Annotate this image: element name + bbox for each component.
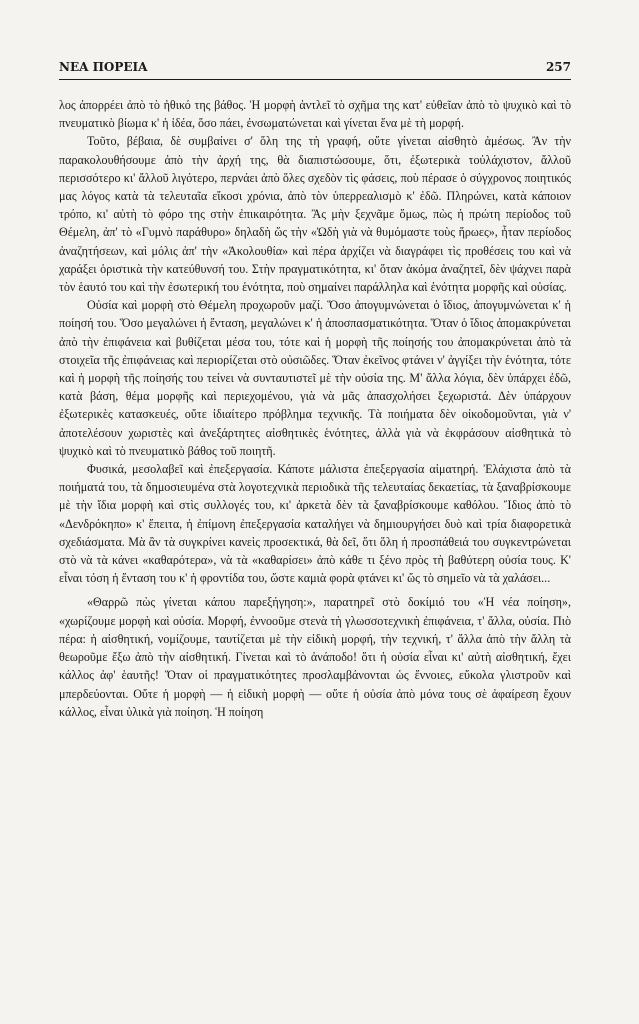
paragraph: λος ἀπορρέει ἀπὸ τὸ ἠθικό της βάθος. Ἡ μορφὴ ἀντλεῖ τὸ σχῆμα της κατ' εὐθεῖαν ἀπὸ τὸ ψυχικὸ καὶ τὸ πνευματικὸ βίωμα κ' ἡ ἰδέα, ὅσο πάει, ἐνσωματώνεται καὶ γίνεται ἕνα μὲ τὴ μορφή.: [59, 98, 571, 131]
journal-title: ΝΕΑ ΠΟΡΕΙΑ: [59, 60, 148, 74]
header-rule: [59, 79, 571, 80]
paragraph: Τοῦτο, βέβαια, δὲ συμβαίνει σ' ὅλη της τὴ γραφή, οὔτε γίνεται αἰσθητὸ ἀμέσως. Ἂν τὴν παρακολουθήσουμε ἀπὸ τὴν ἀρχή της, θὰ διαπιστώσουμε, ὅτι, ἐξωτερικὰ τοὐλάχιστον, ἄλλοῦ περισσότερο κι' ἄλλοῦ λιγότερο, περνάει ἀπὸ ὅλες σχεδὸν τὶς φάσεις, ποὺ πέρασε ὁ σύγχρονος ποιητικός μας λόγος κατὰ τὰ τελευταῖα εἴκοσι χρόνια, ἀπὸ τὸν ὑπερρεαλισμὸ κ' ἐδῶ. Πληρώνει, κατὰ κάποιον τρόπο, κι' αὐτὴ τὸ φόρο της στὴν ἐπικαιρότητα. Ἂς μὴν ξεχνᾶμε ὅμως, πὼς ἡ πρώτη περίοδος τοῦ Θέμελη, ἀπ' τὸ «Γυμνὸ παράθυρο» δηλαδὴ ὥς τὴν «Ὠδὴ γιὰ νὰ θυμόμαστε τοὺς ἥρωες», ἦταν περίοδος ἀναζητήσεων, καὶ μόλις ἀπ' τὴν «Ἀκολουθία» καὶ πέρα ἀρχίζει νὰ διαγράφει τὶς προθέσεις του καὶ νὰ χαράξει ὁριστικὰ τὴν κατεύθυνσή του. Στὴν πραγματικότητα, κι' ὅταν ἀκόμα ἀναζητεῖ, δὲν ψάχνει παρὰ τὸν ἑαυτό του καὶ τὴν ἐσωτερική του ἑνότητα, ποὺ σημαίνει παράλληλα καὶ ἑνότητα μορφῆς καὶ οὐσίας.: [59, 134, 571, 295]
running-header: [59, 60, 571, 74]
page-number: 257: [545, 60, 571, 74]
paragraph: «Θαρρῶ πὼς γίνεται κάπου παρεξήγηση:», παρατηρεῖ στὸ δοκίμιό του «Ἡ νέα ποίηση», «χωρίζουμε μορφὴ καὶ οὐσία. Μορφή, ἐννοοῦμε στενὰ τὴ γλωσσοτεχνικὴ ἐπιφάνεια, τ' ἄλλα, οὐσία. Πιὸ πέρα: ἡ αἰσθητική, νομίζουμε, ταυτίζεται μὲ τὴν εἰδικὴ μορφή, τὴν τεχνική, τ' ἄλλα ἀπὸ τὴν ἄλλη τὰ θεωροῦμε ἔξω ἀπὸ τὴν αἰσθητική. Γίνεται καὶ τὸ ἀνάποδο! ὅτι ἡ οὐσία εἶναι κι' αὐτὴ αἰσθητική, ἔχει κάλλος ἀφ' ἑαυτῆς! Ὅταν οἱ πραγματικότητες προσλαμβάνονται ὡς ἔννοιες, εὔκολα γλιστροῦν καὶ μπερδεύονται. Οὔτε ἡ μορφὴ — ἡ εἰδικὴ μορφὴ — οὔτε ἡ οὐσία ἀπὸ μόνα τους σὲ ἀφαίρεση ἔχουν κάλλος, εἶναι ὑλικὰ γιὰ ποίηση. Ἡ ποίηση: [59, 595, 571, 719]
article-body: [59, 96, 571, 721]
paragraph: Φυσικά, μεσολαβεῖ καὶ ἐπεξεργασία. Κάποτε μάλιστα ἐπεξεργασία αἱματηρή. Ἐλάχιστα ἀπὸ τὰ ποιήματά του, τὰ δημοσιευμένα στὰ λογοτεχνικὰ περιοδικὰ τῆς τελευταίας δεκαετίας, τὰ ξαναβρίσκουμε μὲ τὴν ἴδια μορφὴ καὶ στὶς συλλογές του, κι' ἀρκετὰ δὲν τὰ ξαναβρίσκουμε καθόλου. Ἴδιος ἀπὸ τὸ «Δενδρόκηπο» κ' ἔπειτα, ἡ ἐπίμονη ἐπεξεργασία καταλήγει νὰ δημιουργήσει δυὸ καὶ τρία διαφορετικὰ σχεδιάσματα. Μὰ ἂν τὰ συγκρίνει κανεὶς προσεκτικά, θὰ δεῖ, ὅτι ὅλη ἡ προσπάθειά του συγκεντρώνεται στὸ νὰ τὰ κάνει «καθαρότερα», νὰ τὰ «καθαρίσει» ἀπὸ κάθε τι ξένο πρὸς τὴ βαθύτερη οὐσία τους. Κ' εἶναι τόση ἡ ἔνταση του κ' ἡ φροντίδα του, ὥστε καμιὰ φορὰ φτάνει κι' ὥς τὸ σημεῖο νὰ τὰ χαλάσει...: [59, 462, 571, 586]
paragraph: Οὐσία καὶ μορφὴ στὸ Θέμελη προχωροῦν μαζί. Ὅσο ἀπογυμνώνεται ὁ ἴδιος, ἀπογυμνώνεται κ' ἡ ποίησή του. Ὅσο μεγαλώνει ἡ ἔνταση, μεγαλώνει κ' ἡ ἀποσπασματικότητα. Ὅταν ὁ ἴδιος ἀπομακρύνεται ἀπὸ τὴν ἐπιφάνεια καὶ βυθίζεται μέσα του, τότε καὶ ἡ μορφὴ τῆς ποίησής του ἀπομακρύνεται ἀπὸ τὰ στοιχεῖα τῆς ἐπιφάνειας καὶ περιορίζεται στὸ οὐσιῶδες. Ὅταν ἐκεῖνος φτάνει ν' ἀγγίξει τὴν ἑνότητα, τότε καὶ ἡ μορφὴ τῆς ποίησής του τείνει νὰ συνταυτιστεῖ μὲ τὴν οὐσία της. Μ' ἄλλα λόγια, δὲν ὑπάρχει ἐδῶ, κατὰ βάση, θέμα μορφῆς καὶ περιεχομένου, γιὰ νὰ μᾶς ἀπασχολήσει ξεχωριστά. Δὲν ὑπάρχουν ἐξωτερικὲς κατασκευές, οὔτε ἰδιαίτερο πρόβλημα τεχνικῆς. Τὰ ποιήματα δὲν οἰκοδομοῦνται, γιὰ ν' ἀποτελέσουν χωριστὲς καὶ ἀνεξάρτητες αἰσθητικὲς ἑνότητες, ἀλλὰ γιὰ νὰ ἐκφράσουν αἰσθητικὰ τὸ ψυχικὸ καὶ τὸ πνευματικὸ βάθος τοῦ ποιητῆ.: [59, 298, 571, 458]
